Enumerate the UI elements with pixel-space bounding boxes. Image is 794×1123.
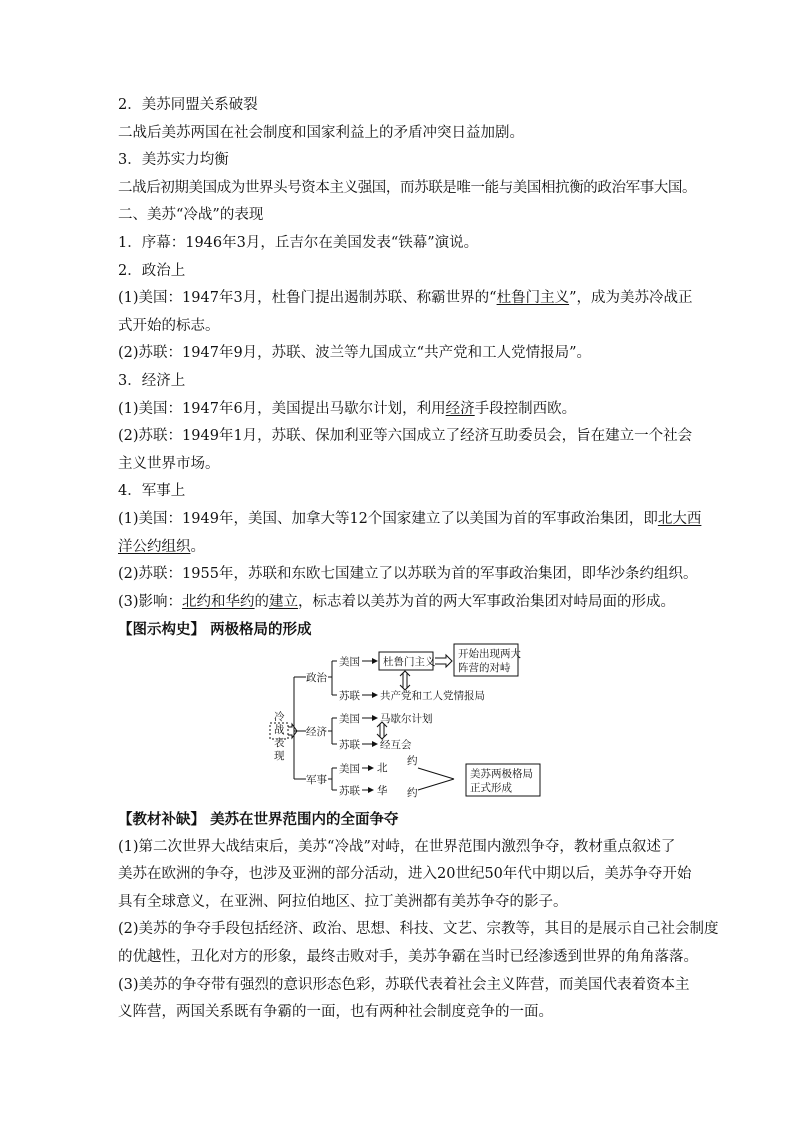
underlined-term: 杜鲁门主义 [496, 290, 570, 307]
document-page [118, 92, 702, 644]
economy-label: 经济 [306, 726, 327, 738]
us-label: 美国 [339, 656, 360, 668]
cominform-label: 共产党和工人党情报局 [380, 690, 485, 702]
su-label: 苏联 [339, 690, 360, 702]
paragraph: 的优越性，丑化对方的形象，最终击败对手，美苏争霸在当时已经渗透到世界的角角落落。 [118, 948, 698, 965]
paragraph: (2)苏联：1955年，苏联和东欧七国建立了以苏联为首的军事政治集团，即华沙条约组织。 [118, 566, 698, 583]
section-heading: 4．军事上 [118, 483, 186, 500]
diagram-section-heading: 【图示构史】 两极格局的形成 [118, 621, 312, 639]
politics-label: 政治 [306, 672, 327, 684]
hollow-double-arrow-icon [400, 671, 410, 690]
root-label-char: 冷 [274, 711, 285, 723]
paragraph: 式开始的标志。 [118, 317, 220, 334]
root-label-char: 战 [274, 724, 285, 736]
paragraph: 具有全球意义，在亚洲、阿拉伯地区、拉丁美洲都有美苏争夺的影子。 [118, 893, 568, 910]
comecon-label: 经互会 [380, 739, 412, 751]
confront-label: 阵营的对峙 [458, 662, 511, 674]
root-label-char: 表 [274, 737, 285, 749]
paragraph: 二战后美苏两国在社会制度和国家利益上的矛盾冲突日益加剧。 [118, 124, 524, 141]
nato-label: 北 [377, 762, 388, 774]
underlined-term: 经济 [445, 400, 475, 417]
paragraph: (3)影响：北约和华约的建立，标志着以美苏为首的两大军事政治集团对峙局面的形成。 [118, 593, 676, 610]
underlined-term: 北约和华约 [182, 593, 255, 610]
su-label: 苏联 [339, 739, 360, 751]
us-label: 美国 [339, 763, 360, 775]
paragraph: (1)美国：1947年6月，美国提出马歇尔计划，利用经济手段控制西欧。 [118, 400, 577, 417]
supplement-heading: 【教材补缺】 美苏在世界范围内的全面争夺 [118, 811, 399, 828]
paragraph: (1)第二次世界大战结束后，美苏“冷战”对峙，在世界范围内激烈争夺，教材重点叙述了 [118, 838, 676, 855]
section-heading: 2．美苏同盟关系破裂 [118, 97, 258, 113]
root-label-char: 现 [274, 750, 285, 762]
confront-label: 开始出现两大 [458, 648, 521, 660]
paragraph: 二战后初期美国成为世界头号资本主义强国，而苏联是唯一能与美国相抗衡的政治军事大国。 [118, 179, 697, 196]
paragraph: 义阵营，两国关系既有争霸的一面，也有两种社会制度竞争的一面。 [118, 1004, 553, 1021]
paragraph: 洋公约组织。 [118, 538, 205, 555]
part-heading: 二、美苏“冷战”的表现 [118, 207, 264, 224]
bipolar-label: 正式形成 [470, 782, 512, 794]
warsaw-label: 华 [377, 785, 388, 797]
underlined-term: 洋公约组织 [118, 538, 191, 555]
hollow-arrow-icon [435, 655, 452, 667]
nato-label: 约 [407, 755, 418, 767]
underlined-term: 北大西 [657, 510, 702, 527]
paragraph: (1)美国：1949年，美国、加拿大等12个国家建立了以美国为首的军事政治集团，即北大西 [118, 510, 702, 527]
paragraph: (2)苏联：1949年1月，苏联、保加利亚等六国成立了经济互助委员会，旨在建立一个社会 [118, 428, 693, 445]
paragraph: (2)苏联：1947年9月，苏联、波兰等九国成立“共产党和工人党情报局”。 [118, 345, 591, 362]
military-label: 军事 [306, 774, 327, 786]
section-heading: 2．政治上 [118, 262, 186, 279]
marshall-label: 马歇尔计划 [380, 713, 433, 725]
bipolar-formation-diagram [246, 640, 546, 798]
paragraph: (1)美国：1947年3月，杜鲁门提出遏制苏联、称霸世界的“杜鲁门主义”，成为美苏冷战正 [118, 290, 693, 307]
bipolar-label: 美苏两极格局 [470, 768, 533, 780]
truman-label: 杜鲁门主义 [383, 656, 436, 668]
paragraph: 主义世界市场。 [118, 455, 220, 472]
supplement-section [118, 806, 719, 1027]
underlined-term: 建立 [269, 593, 299, 610]
paragraph: (2)美苏的争夺手段包括经济、政治、思想、科技、文艺、宗教等，其目的是展示自己社会制度 [118, 921, 719, 938]
section-heading: 3．经济上 [118, 372, 186, 389]
paragraph: 美苏在欧洲的争夺，也涉及亚洲的部分活动，进入20世纪50年代中期以后，美苏争夺开始 [118, 866, 692, 883]
su-label: 苏联 [339, 785, 360, 797]
paragraph: (3)美苏的争夺带有强烈的意识形态色彩，苏联代表着社会主义阵营，而美国代表着资本主 [118, 976, 690, 993]
warsaw-label: 约 [407, 787, 418, 798]
us-label: 美国 [339, 713, 360, 725]
paragraph: 1．序幕：1946年3月，丘吉尔在美国发表“铁幕”演说。 [118, 234, 479, 251]
section-heading: 3．美苏实力均衡 [118, 152, 229, 169]
